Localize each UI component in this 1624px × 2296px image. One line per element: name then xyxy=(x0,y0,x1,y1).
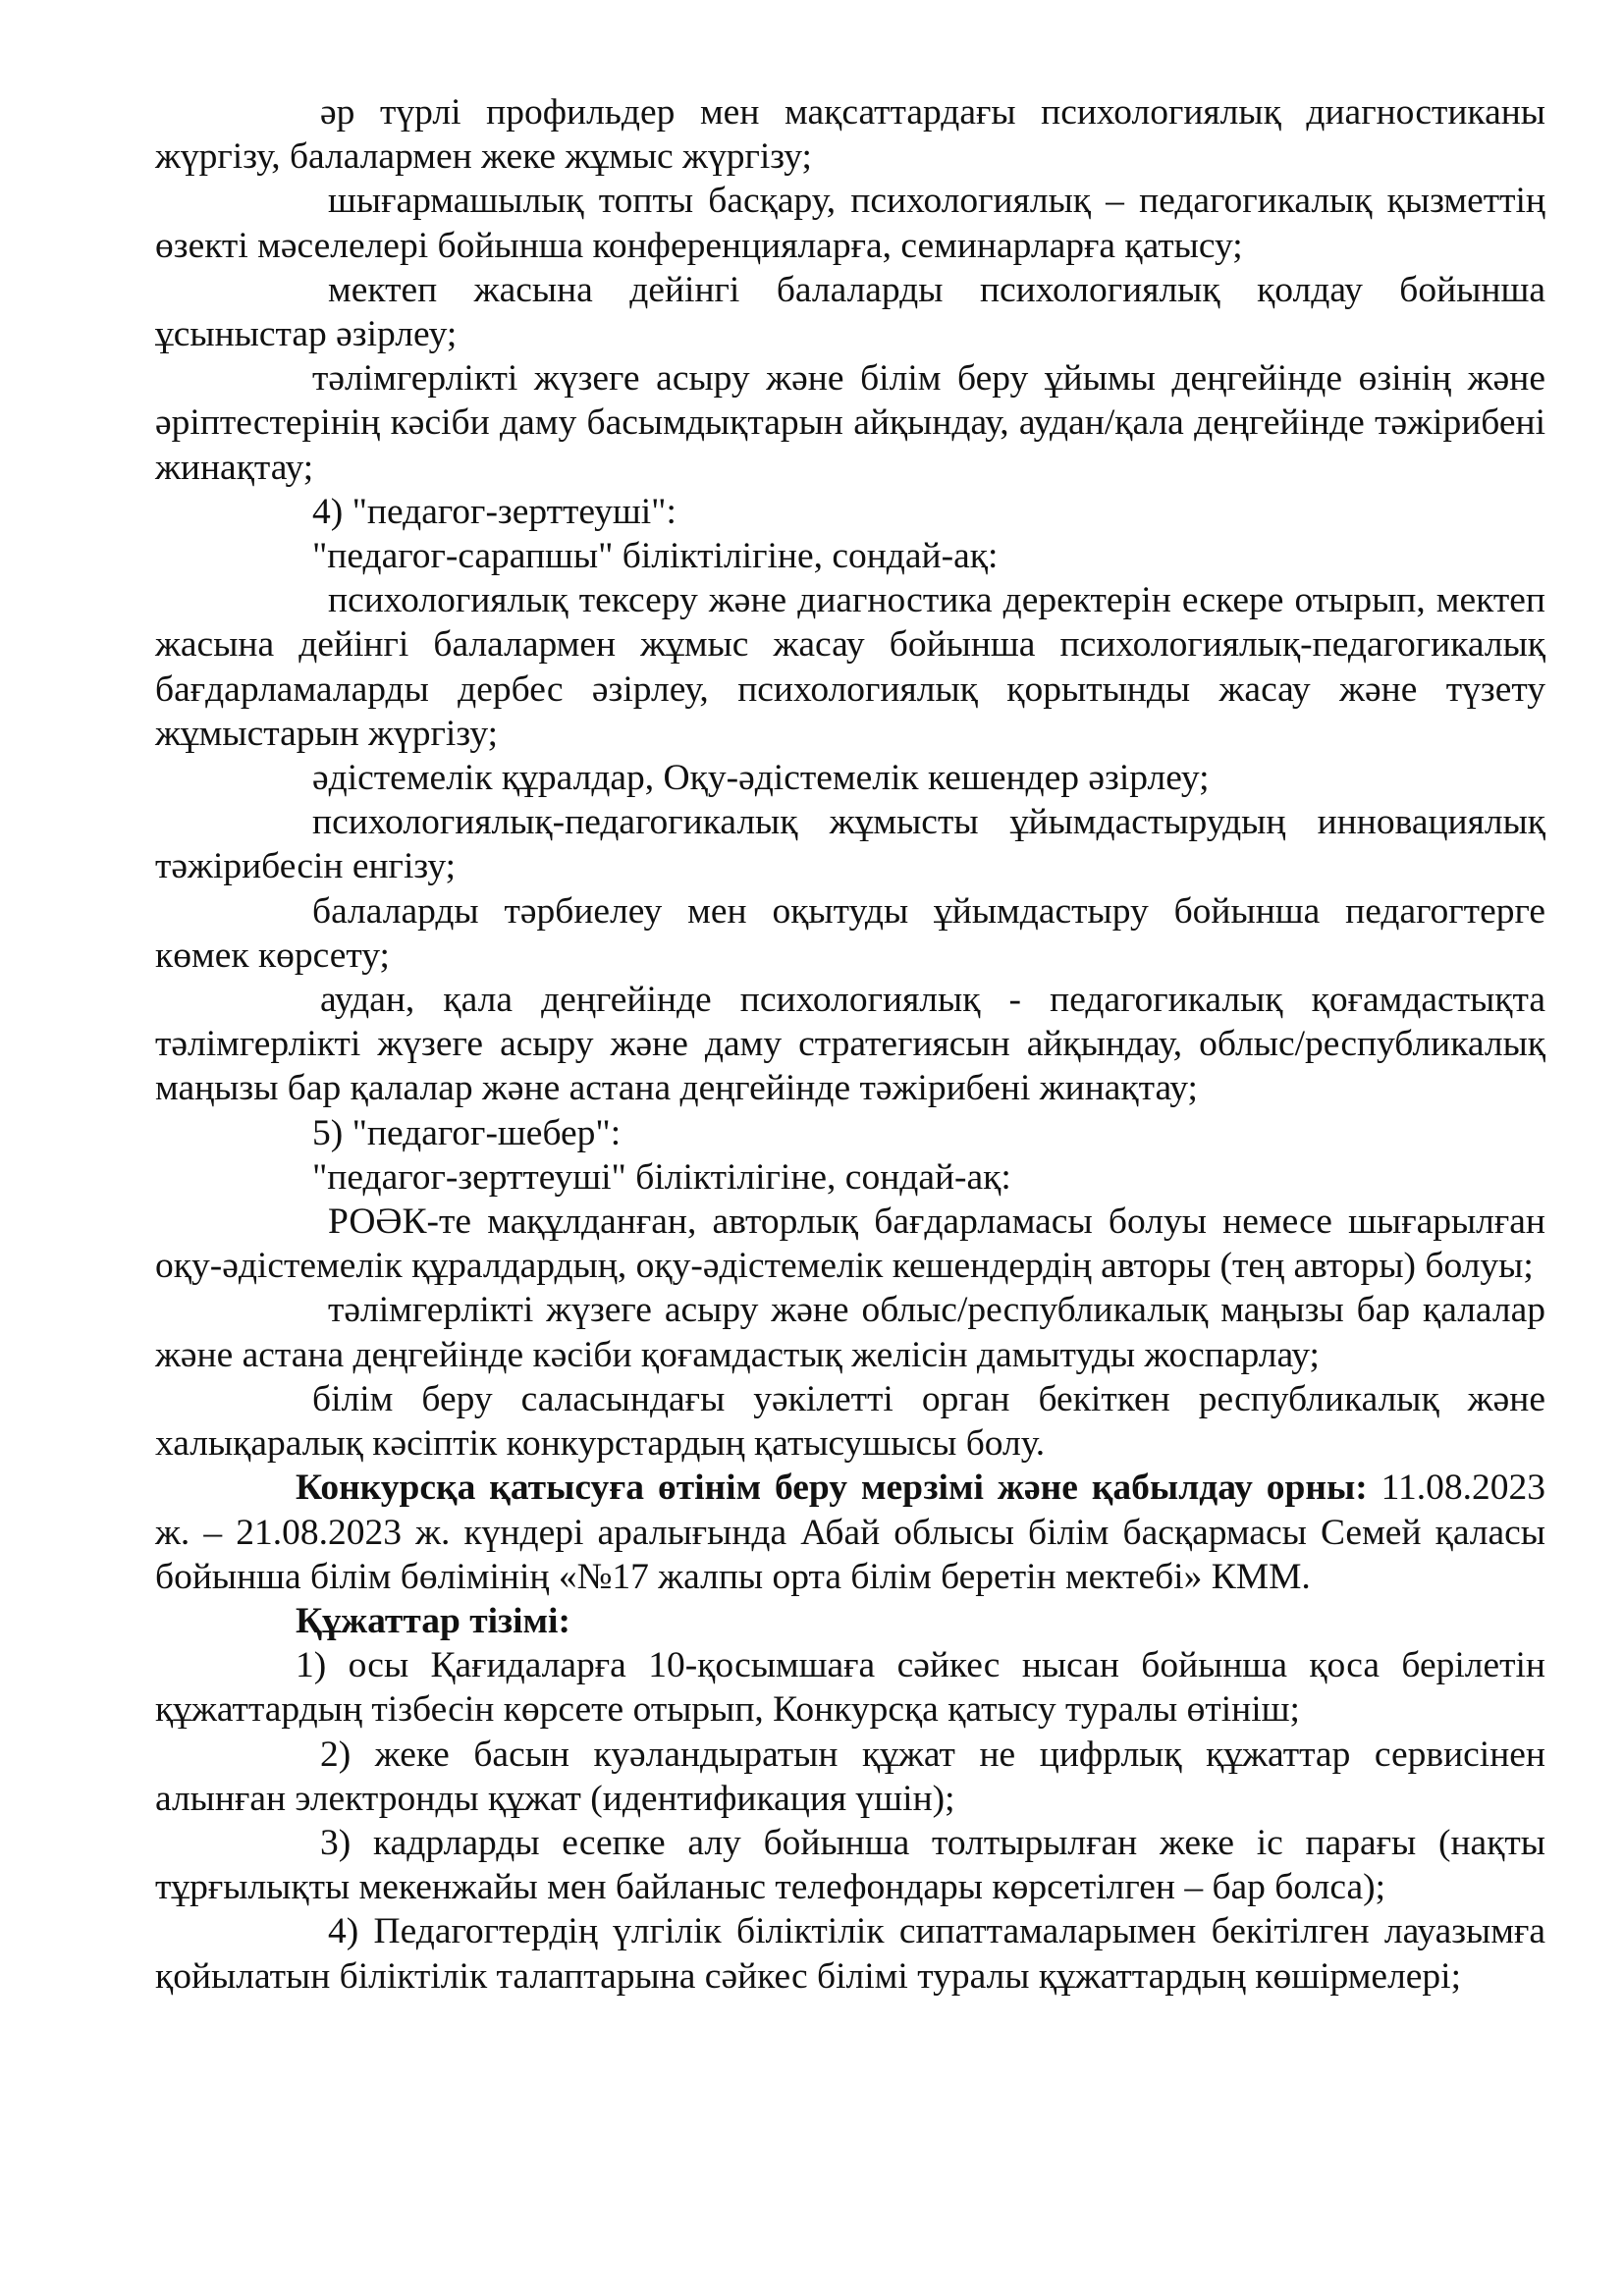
documents-heading-label: Құжаттар тізімі: xyxy=(296,1600,570,1641)
paragraph: тәлімгерлікті жүзеге асыру және білім беру ұйымы деңгейінде өзінің және әріптестерінің кәсіби даму басымдықтарын айқындау, аудан/қала деңгейінде тәжірибені жинақтау; xyxy=(155,358,1545,488)
application-deadline-label: Конкурсқа қатысуға өтінім беру мерзімі және қабылдау орны: xyxy=(296,1468,1368,1509)
document-page xyxy=(155,90,1545,1999)
application-deadline-paragraph xyxy=(155,1466,1545,1599)
document-list-item: 2) жеке басын куәландыратын құжат не цифрлық құжаттар сервисінен алынған электронды құжат (идентификация үшін); xyxy=(155,1734,1545,1819)
document-list-item: 4) Педагогтердің үлгілік біліктілік сипаттамаларымен бекітілген лауазымға қойылатын біліктілік талаптарына сәйкес білімі туралы құжаттардың көшірмелері; xyxy=(155,1911,1545,1997)
documents-heading xyxy=(155,1599,1545,1643)
paragraph: балаларды тәрбиелеу мен оқытуды ұйымдастыру бойынша педагогтерге көмек көрсету; xyxy=(155,890,1545,976)
paragraph: әдістемелік құралдар, Оқу-әдістемелік кешендер әзірлеу; xyxy=(312,758,1210,799)
paragraph: РОӘК-те мақұлданған, авторлық бағдарламасы болуы немесе шығарылған оқу-әдістемелік құралдардың, оқу-әдістемелік кешендердің авторы (тең авторы) болуы; xyxy=(155,1201,1545,1287)
document-list-item: 1) осы Қағидаларға 10-қосымшаға сәйкес нысан бойынша қоса берілетін құжаттардың тізбесін көрсете отырып, Конкурсқа қатысу туралы өтініш; xyxy=(155,1645,1545,1731)
paragraph: "педагог-сарапшы" біліктілігіне, сондай-ақ: xyxy=(312,536,999,577)
paragraph: білім беру саласындағы уәкілетті орган бекіткен республикалық және халықаралық кәсіптік конкурстардың қатысушысы болу. xyxy=(155,1378,1545,1465)
paragraph: "педагог-зерттеуші" біліктілігіне, сондай-ақ: xyxy=(312,1156,1011,1198)
document-list-item: 3) кадрларды есепке алу бойынша толтырылған жеке іс парағы (нақты тұрғылықты мекенжайы мен байланыс телефондары көрсетілген – бар болса); xyxy=(155,1822,1545,1908)
paragraph: әр түрлі профильдер мен мақсаттардағы психологиялық диагностиканы жүргізу, балалармен жеке жұмыс жүргізу; xyxy=(155,92,1545,178)
paragraph: психологиялық тексеру және диагностика деректерін ескере отырып, мектеп жасына дейінгі балалармен жұмыс жасау бойынша психологиялық-педагогикалық бағдарламаларды дербес әзірлеу, психологиялық қорытынды жасау және түзету жұмыстарын жүргізу; xyxy=(155,580,1545,754)
list-heading: 4) "педагог-зерттеуші": xyxy=(312,491,677,532)
paragraph: аудан, қала деңгейінде психологиялық - педагогикалық қоғамдастықта тәлімгерлікті жүзеге асыру және даму стратегиясын айқындау, облыс/республикалық маңызы бар қалалар және астана деңгейінде тәжірибені жинақтау; xyxy=(155,980,1545,1109)
paragraph: психологиялық-педагогикалық жұмысты ұйымдастырудың инновациялық тәжірибесін енгізу; xyxy=(155,802,1545,887)
list-heading: 5) "педагог-шебер": xyxy=(312,1112,622,1153)
paragraph: мектеп жасына дейінгі балаларды психологиялық қолдау бойынша ұсыныстар әзірлеу; xyxy=(155,269,1545,355)
application-deadline-text: 11.08.2023 ж. – 21.08.2023 ж. күндері аралығында Абай облысы білім басқармасы Семей қаласы бойынша білім бөлімінің «№17 жалпы орта білім беретін мектебі» КММ. xyxy=(155,1468,1545,1597)
paragraph: тәлімгерлікті жүзеге асыру және облыс/республикалық маңызы бар қалалар және астана деңгейінде кәсіби қоғамдастық желісін дамытуды жоспарлау; xyxy=(155,1290,1545,1375)
paragraph: шығармашылық топты басқару, психологиялық – педагогикалық қызметтің өзекті мәселелері бойынша конференцияларға, семинарларға қатысу; xyxy=(155,181,1545,266)
